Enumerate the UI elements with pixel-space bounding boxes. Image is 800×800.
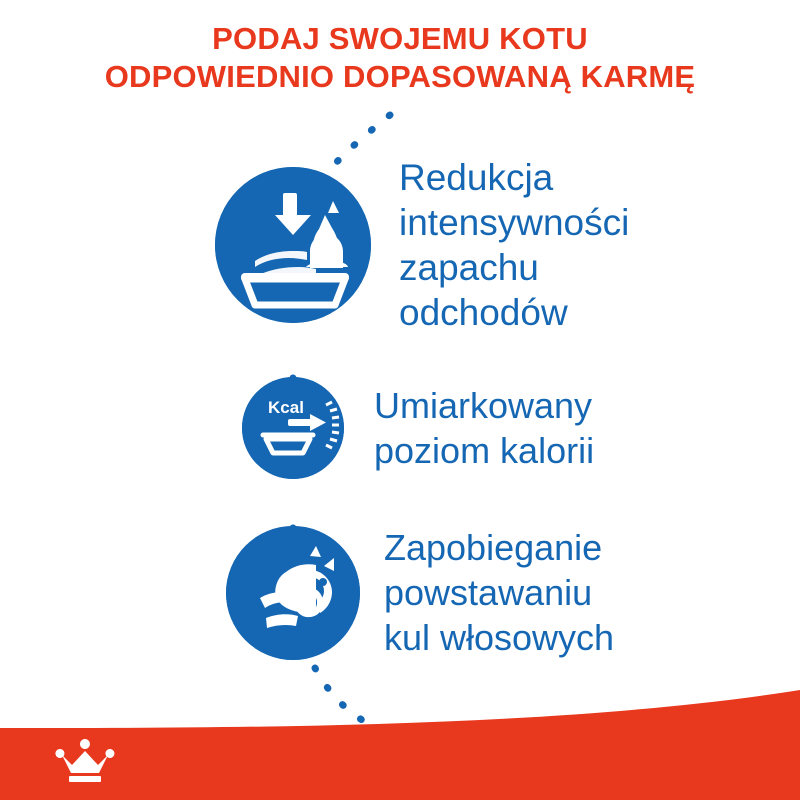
feature-text-line: Redukcja xyxy=(399,157,554,198)
feature-item-calories xyxy=(215,377,594,479)
cat-litter-box-odor-icon xyxy=(215,167,371,323)
footer-band xyxy=(0,690,800,800)
headline-line-2: ODPOWIEDNIO DOPASOWANĄ KARMĘ xyxy=(104,59,696,94)
kcal-bowl-gauge-icon xyxy=(242,377,344,479)
cat-hairball-prevention-icon xyxy=(226,526,360,660)
headline-line-1: PODAJ SWOJEMU KOTU xyxy=(212,21,588,56)
kcal-label: Kcal xyxy=(268,398,304,417)
feature-text-line: poziom kalorii xyxy=(374,430,595,471)
feature-text-hairball xyxy=(384,525,614,660)
royal-canin-crown-icon xyxy=(54,735,116,787)
feature-text-line: Zapobieganie xyxy=(384,527,603,568)
feature-item-odor xyxy=(215,155,629,335)
feature-text-line: Umiarkowany xyxy=(374,385,593,426)
feature-text-line: odchodów xyxy=(399,292,568,333)
feature-text-line: kul włosowych xyxy=(384,617,615,658)
headline xyxy=(0,20,800,96)
feature-item-hairball xyxy=(215,525,614,660)
feature-text-line: zapachu xyxy=(399,247,539,288)
feature-text-odor xyxy=(399,155,629,335)
feature-text-calories xyxy=(374,383,594,473)
feature-text-line: intensywności xyxy=(399,202,630,243)
feature-text-line: powstawaniu xyxy=(384,572,593,613)
